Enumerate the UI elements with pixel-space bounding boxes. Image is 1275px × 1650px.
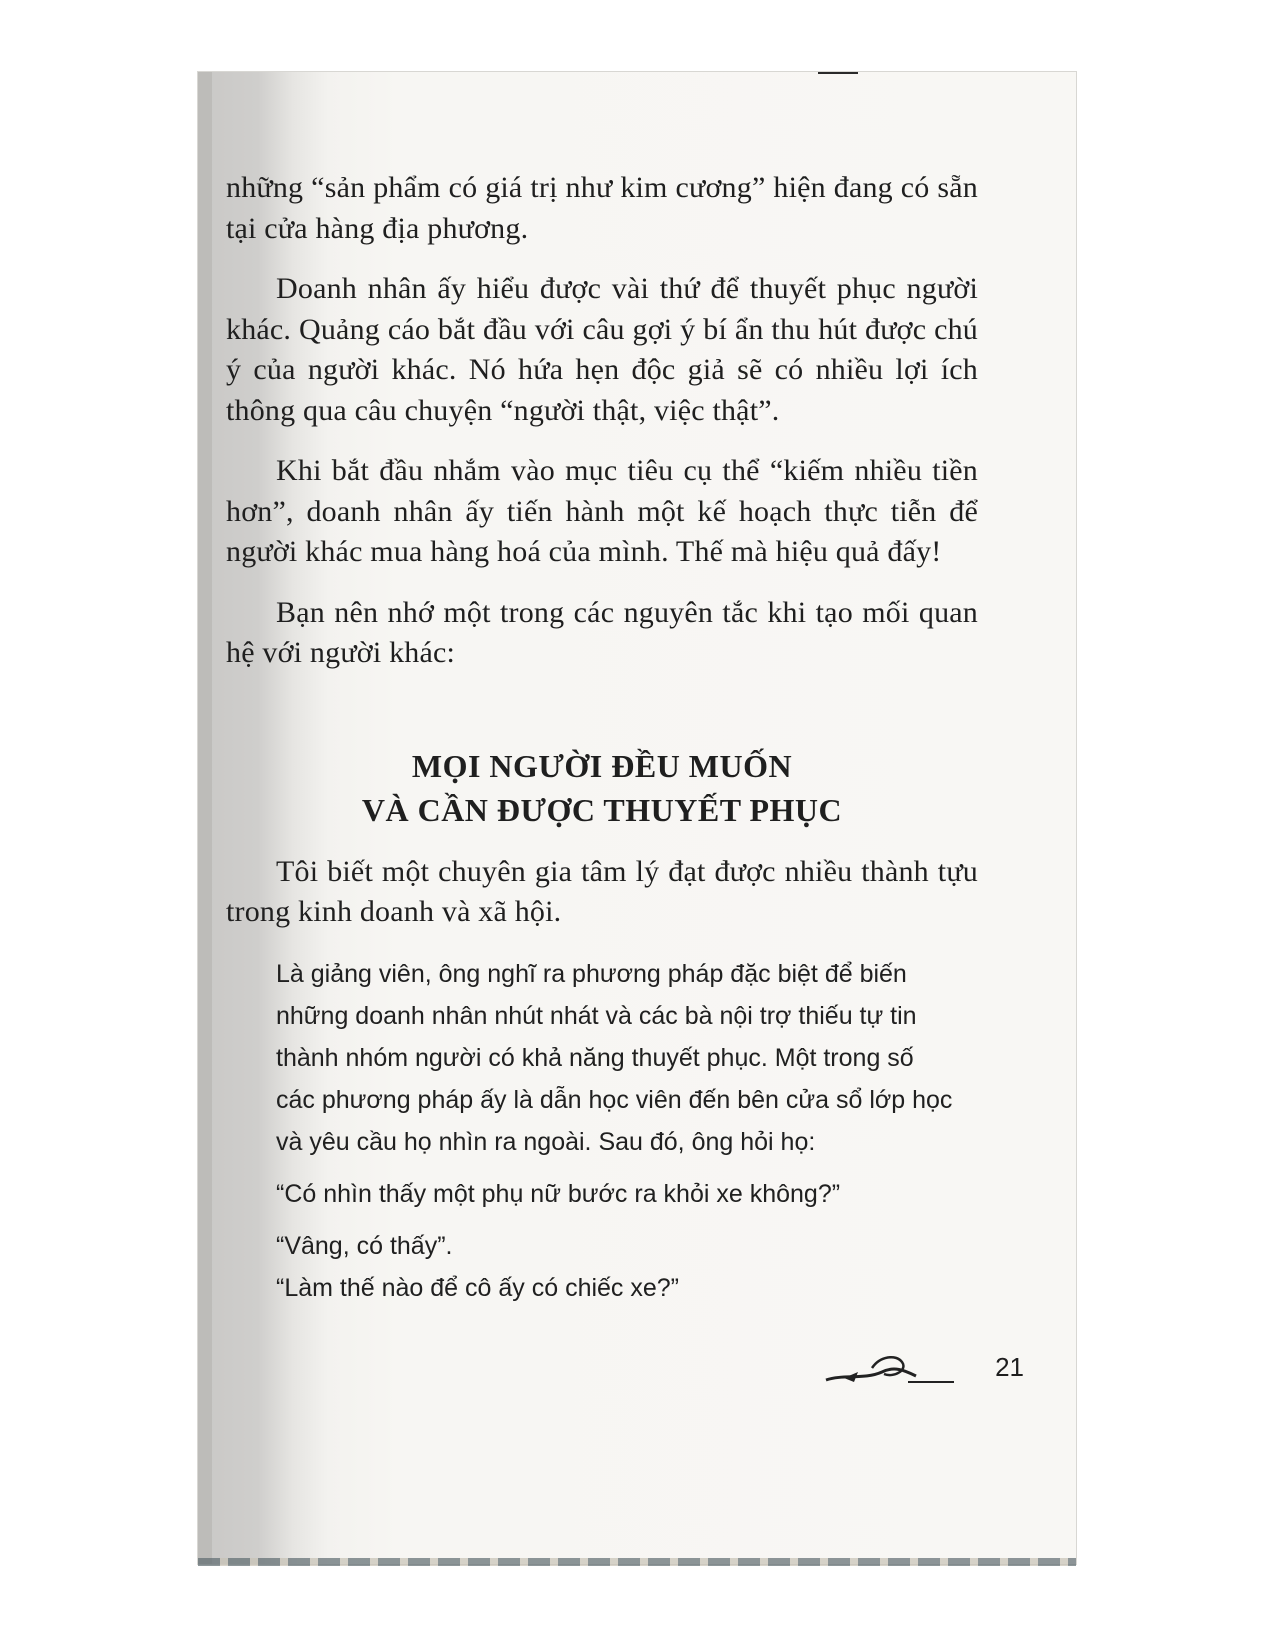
dialogue-line: “Có nhìn thấy một phụ nữ bước ra khỏi xe không?” bbox=[276, 1179, 841, 1208]
page-footer bbox=[824, 1350, 1024, 1390]
bottom-edge-strip bbox=[198, 1558, 1076, 1566]
decorative-ornament-icon bbox=[824, 1350, 964, 1390]
dialogue-line: “Làm thế nào để cô ấy có chiếc xe?” bbox=[276, 1273, 680, 1302]
top-edge-mark bbox=[818, 72, 858, 74]
paragraph-3: Khi bắt đầu nhắm vào mục tiêu cụ thể “kiếm nhiều tiền hơn”, doanh nhân ấy tiến hành một kế hoạch thực tiễn để người khác mua hàng hoá của mình. Thế mà hiệu quả đấy! bbox=[226, 454, 978, 568]
sans-line: các phương pháp ấy là dẫn học viên đến bên cửa sổ lớp học bbox=[276, 1085, 953, 1114]
sans-line: Là giảng viên, ông nghĩ ra phương pháp đặc biệt để biến bbox=[276, 959, 907, 988]
page-number: 21 bbox=[995, 1352, 1024, 1382]
sans-text-block bbox=[226, 953, 978, 1309]
page-body bbox=[226, 168, 978, 1309]
dialogue-line: “Vâng, có thấy”. bbox=[276, 1231, 453, 1260]
heading-line-1: MỌI NGƯỜI ĐỀU MUỐN bbox=[411, 747, 793, 784]
paragraph-4: Bạn nên nhớ một trong các nguyên tắc khi tạo mối quan hệ với người khác: bbox=[226, 595, 978, 669]
paragraph-1: những “sản phẩm có giá trị như kim cương” hiện đang có sẵn tại cửa hàng địa phương. bbox=[226, 171, 978, 245]
sans-line: thành nhóm người có khả năng thuyết phục. Một trong số bbox=[276, 1043, 914, 1072]
paragraph-after-heading: Tôi biết một chuyên gia tâm lý đạt được nhiều thành tựu trong kinh doanh và xã hội. bbox=[226, 854, 978, 928]
paragraph-2: Doanh nhân ấy hiểu được vài thứ để thuyết phục người khác. Quảng cáo bắt đầu với câu gợi ý bí ẩn thu hút được chú ý của người khác. Nó hứa hẹn độc giả sẽ có nhiều lợi ích thông qua câu chuyện “người thật, việc thật”. bbox=[226, 272, 978, 427]
page-gutter-shadow bbox=[198, 72, 212, 1564]
book-page bbox=[198, 72, 1076, 1564]
sans-line: những doanh nhân nhút nhát và các bà nội trợ thiếu tự tin bbox=[276, 1001, 917, 1030]
sans-line: và yêu cầu họ nhìn ra ngoài. Sau đó, ông hỏi họ: bbox=[276, 1127, 816, 1156]
heading-line-2: VÀ CẦN ĐƯỢC THUYẾT PHỤC bbox=[361, 791, 843, 828]
section-heading bbox=[226, 744, 978, 832]
